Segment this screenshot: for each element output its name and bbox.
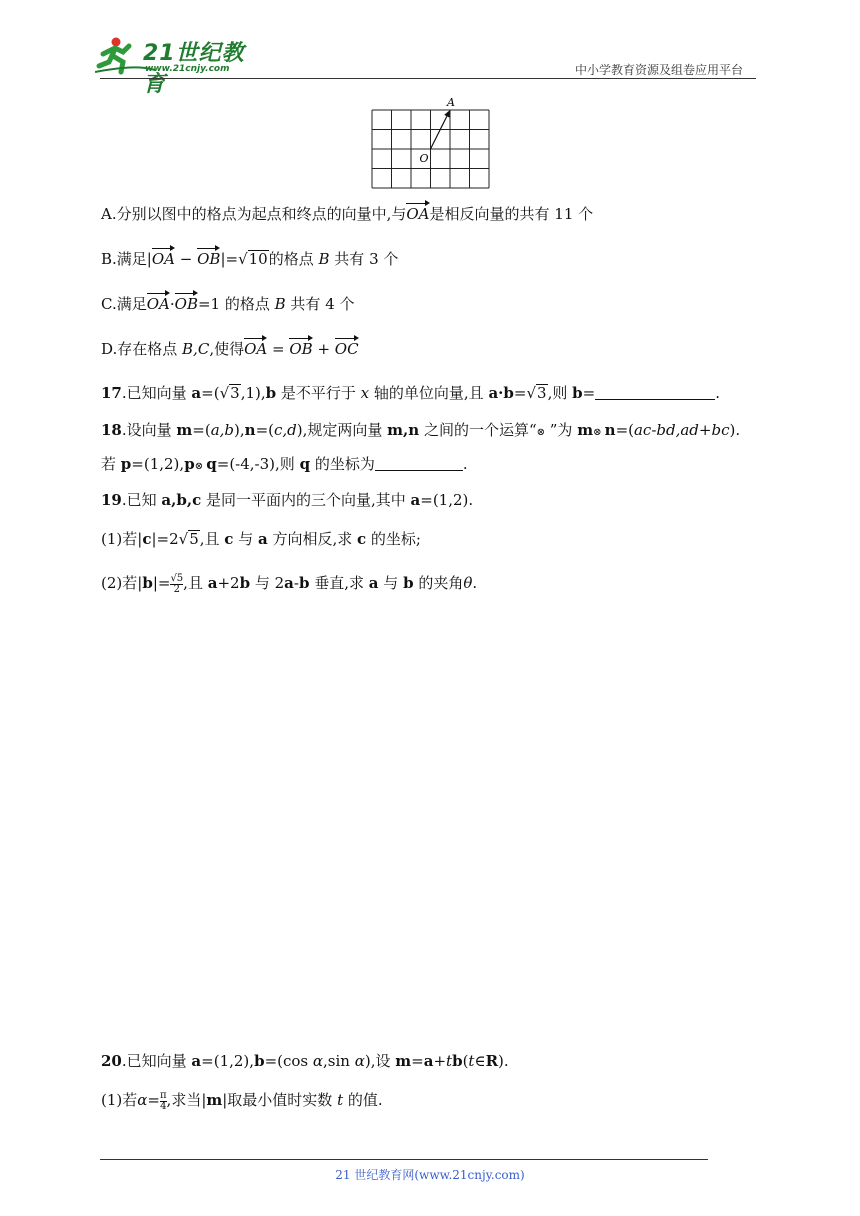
- vector-ob: OB: [197, 247, 220, 269]
- vector-ob: OB: [289, 337, 312, 359]
- footer-rule: [100, 1159, 708, 1160]
- fraction: $\frac{\pi}{4}$: [159, 1089, 167, 1112]
- logo-url-text: www.21cnjy.com: [145, 64, 230, 74]
- logo-text: 21世纪教育: [143, 41, 245, 97]
- sqrt-ten: √10: [238, 250, 268, 268]
- question-20-part-1: (1)若α= $\frac{\pi}{4}$ ,求当|m|取最小值时实数 t 的值.: [101, 1089, 383, 1112]
- question-number: 19: [101, 491, 122, 509]
- question-19-part-2: (2)若|b|= $\frac{√5}{2}$ ,且 a+2b 与 2a-b 垂直,求 a 与 b 的夹角θ.: [101, 572, 478, 595]
- header-logo: [95, 34, 260, 97]
- question-18-line-1: 18.设向量 m=(a,b),n=(c,d),规定两向量 m,n 之间的一个运算“⊗ ”为 m⊗ n=(ac-bd,ad+bc).: [101, 421, 741, 439]
- vector-oa: OA: [406, 202, 429, 224]
- question-number: 20: [101, 1052, 122, 1070]
- vector-oa: OA: [147, 292, 170, 314]
- answer-blank[interactable]: [375, 456, 463, 471]
- point-o-label: O: [419, 152, 429, 165]
- question-number: 18: [101, 421, 122, 439]
- question-18-line-2: 若 p=(1,2),p⊗ q=(-4,-3),则 q 的坐标为 .: [101, 455, 468, 473]
- point-a-label: A: [447, 96, 455, 109]
- question-19-part-1: (1)若|c|=2√5,且 c 与 a 方向相反,求 c 的坐标;: [101, 530, 421, 548]
- option-d: D.存在格点 B,C,使得OA = OB + OC: [101, 337, 359, 359]
- question-17: 17.已知向量 a=(√3,1),b 是不平行于 x 轴的单位向量,且 a·b=√3,则 b= .: [101, 384, 720, 402]
- question-number: 17: [101, 384, 122, 402]
- fraction: $\frac{√5}{2}$: [170, 572, 184, 595]
- option-c: C.满足OA·OB=1 的格点 B 共有 4 个: [101, 292, 355, 314]
- question-20: 20.已知向量 a=(1,2),b=(cos α,sin α),设 m=a+tb(t∈R).: [101, 1052, 509, 1070]
- header-rule: [100, 78, 756, 79]
- vector-oc: OC: [335, 337, 359, 359]
- option-b: B.满足|OA − OB|=√10的格点 B 共有 3 个: [101, 247, 398, 269]
- footer-text: 21 世纪教育网(www.21cnjy.com): [335, 1168, 525, 1182]
- vector-ob: OB: [175, 292, 198, 314]
- vector-oa: OA: [152, 247, 175, 269]
- option-a: A.分别以图中的格点为起点和终点的向量中,与OA是相反向量的共有 11 个: [101, 202, 593, 224]
- question-19: 19.已知 a,b,c 是同一平面内的三个向量,其中 a=(1,2).: [101, 491, 474, 509]
- answer-blank[interactable]: [595, 385, 715, 400]
- header-right-text: 中小学教育资源及组卷应用平台: [575, 63, 744, 77]
- vector-oa-arrow: [431, 116, 447, 149]
- grid-figure: [364, 94, 494, 190]
- vector-oa: OA: [244, 337, 267, 359]
